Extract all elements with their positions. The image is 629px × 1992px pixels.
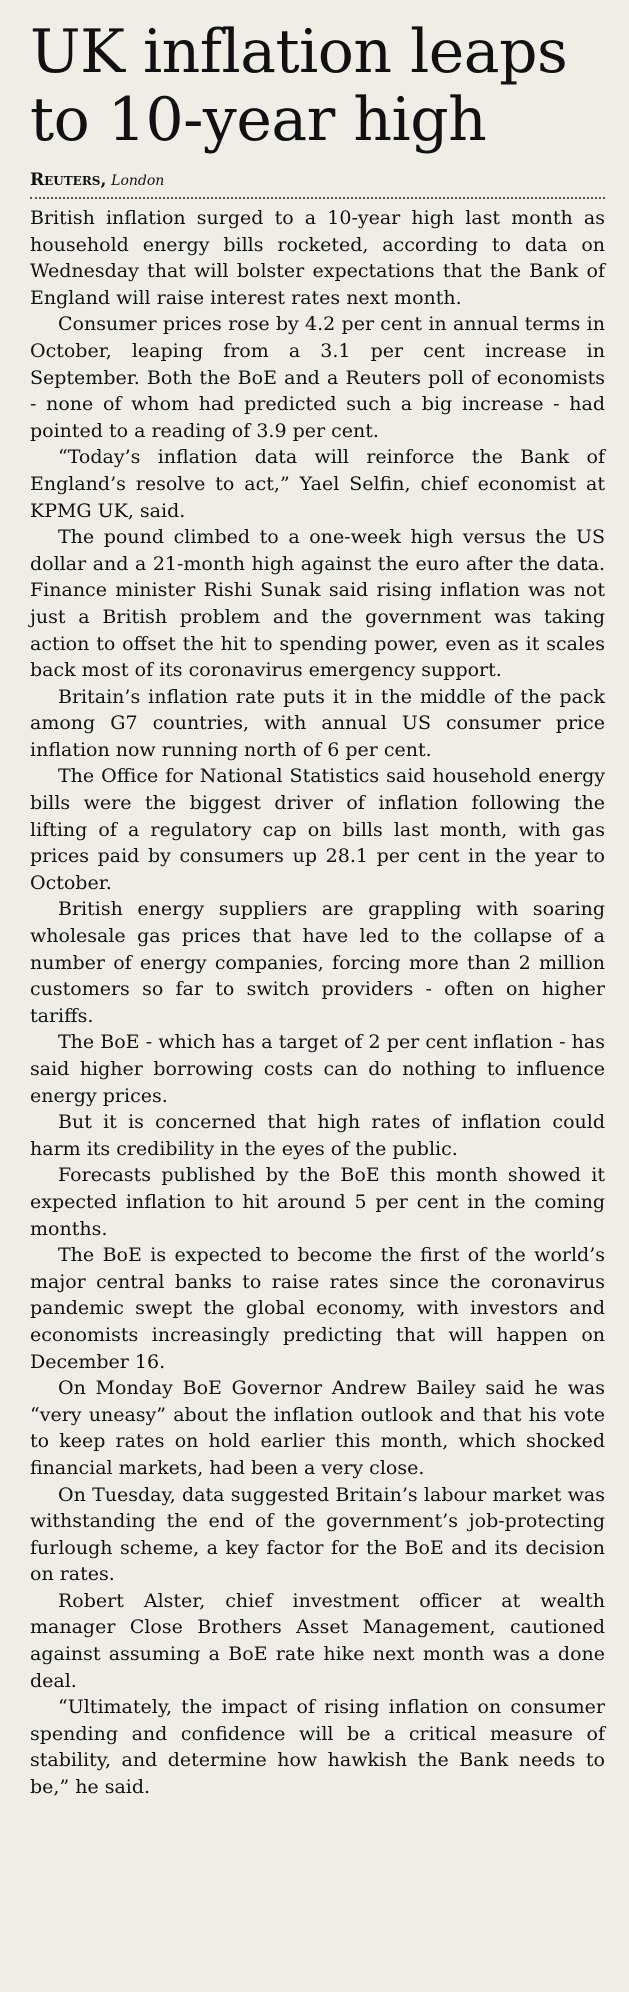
byline-agency: Reuters, — [30, 170, 107, 190]
article-body — [30, 205, 605, 1801]
headline-line-1: UK inflation leaps — [30, 17, 568, 87]
byline — [30, 170, 605, 199]
paragraph: British inflation surged to a 10-year high last month as household energy bills rocketed, according to data on Wednesday that will bolster expectations that the Bank of England will raise interest rates next month. — [30, 207, 605, 309]
paragraph: The BoE - which has a target of 2 per cent inflation - has said higher borrowing costs can do nothing to influence energy prices. — [30, 1031, 605, 1107]
paragraph: The Office for National Statistics said household energy bills were the biggest driver of inflation following the lifting of a regulatory cap on bills last month, with gas prices paid by consumers up 28.1 per cent in the year to October. — [30, 765, 605, 894]
paragraph: Britain’s inflation rate puts it in the middle of the pack among G7 countries, with annual US consumer price inflation now running north of 6 per cent. — [30, 685, 605, 761]
paragraph: But it is concerned that high rates of inflation could harm its credibility in the eyes of the public. — [30, 1111, 605, 1160]
headline — [30, 18, 605, 154]
paragraph: The pound climbed to a one-week high versus the US dollar and a 21-month high against the euro after the data. Finance minister Rishi Sunak said rising inflation was not just a British problem and the government was taking action to offset the hit to spending power, even as it scales back most of its coronavirus emergency support. — [30, 526, 605, 682]
paragraph: “Ultimately, the impact of rising inflation on consumer spending and confidence will be a critical measure of stability, and determine how hawkish the Bank needs to be,” he said. — [30, 1696, 605, 1799]
paragraph: “Today’s inflation data will reinforce the Bank of England’s resolve to act,” Yael Selfin, chief economist at KPMG UK, said. — [30, 446, 605, 522]
paragraph: Consumer prices rose by 4.2 per cent in annual terms in October, leaping from a 3.1 per cent increase in September. Both the BoE and a Reuters poll of economists - none of whom had predicted such a big increase - had pointed to a reading of 3.9 per cent. — [30, 313, 605, 442]
paragraph: Robert Alster, chief investment officer at wealth manager Close Brothers Asset Management, cautioned against assuming a BoE rate hike next month was a done deal. — [30, 1589, 605, 1692]
byline-dateline: London — [111, 173, 165, 189]
paragraph: On Tuesday, data suggested Britain’s labour market was withstanding the end of the government’s job-protecting furlough scheme, a key factor for the BoE and its decision on rates. — [30, 1483, 605, 1586]
headline-line-2: to 10-year high — [30, 85, 487, 155]
paragraph: Forecasts published by the BoE this month showed it expected inflation to hit around 5 per cent in the coming months. — [30, 1164, 605, 1240]
paragraph: British energy suppliers are grappling with soaring wholesale gas prices that have led to the collapse of a number of energy companies, forcing more than 2 million customers so far to switch providers - often on higher tariffs. — [30, 898, 605, 1027]
paragraph: On Monday BoE Governor Andrew Bailey said he was “very uneasy” about the inflation outlook and that his vote to keep rates on hold earlier this month, which shocked financial markets, had been a very close. — [30, 1377, 605, 1479]
paragraph: The BoE is expected to become the first of the world’s major central banks to raise rates since the coronavirus pandemic swept the global economy, with investors and economists increasingly predicting that will happen on December 16. — [30, 1244, 605, 1373]
